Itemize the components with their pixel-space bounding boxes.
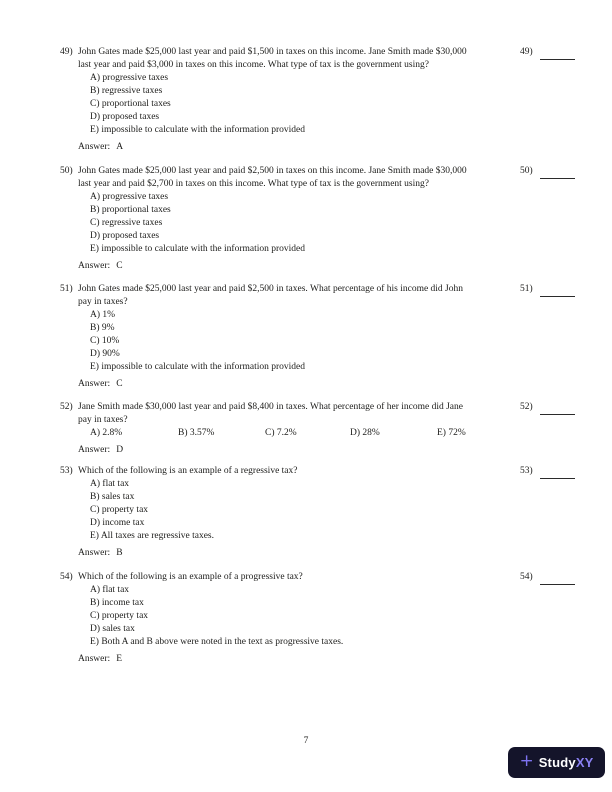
answer-options — [90, 72, 536, 137]
margin-question-number: 49) — [520, 47, 533, 57]
question-text — [78, 401, 536, 427]
answer-option: C) 7.2% — [265, 428, 297, 438]
question-text — [78, 165, 536, 191]
answer-option: B) proportional taxes — [90, 205, 171, 215]
answer-option: B) sales tax — [90, 492, 135, 502]
answer-option: D) 90% — [90, 349, 120, 359]
answer-options — [90, 309, 536, 374]
question-text-line: John Gates made $25,000 last year and paid $1,500 in taxes on this income. Jane Smith made $30,000 — [78, 47, 467, 57]
answer-label: Answer: — [78, 379, 111, 389]
question-block — [60, 401, 536, 457]
question-block — [60, 283, 536, 391]
answer-options — [60, 427, 536, 440]
question-text-line: Which of the following is an example of a regressive tax? — [78, 466, 298, 476]
answer-option: A) flat tax — [90, 479, 130, 489]
logo-text-accent: XY — [575, 755, 594, 770]
page-number: 7 — [303, 736, 309, 746]
answer-option: C) 10% — [90, 336, 120, 346]
answer-value: D — [116, 445, 124, 455]
question-number: 53) — [60, 466, 73, 476]
question-number: 50) — [60, 166, 73, 176]
margin-answer-area — [520, 283, 575, 297]
answer-label: Answer: — [78, 261, 111, 271]
answer-option: A) progressive taxes — [90, 73, 169, 83]
answer-line — [78, 378, 536, 391]
question-stem — [60, 283, 536, 309]
studyxy-logo — [508, 747, 605, 778]
margin-question-number: 53) — [520, 466, 533, 476]
answer-options — [90, 584, 536, 649]
answer-label: Answer: — [78, 654, 111, 664]
question-text — [78, 571, 536, 584]
question-text-line: last year and paid $2,700 in taxes on this income. What type of tax is the government using? — [78, 179, 429, 189]
answer-option: E) 72% — [437, 428, 466, 438]
answer-option: D) proposed taxes — [90, 231, 160, 241]
answer-option: D) income tax — [90, 518, 145, 528]
answer-option: C) proportional taxes — [90, 99, 171, 109]
answer-value: E — [116, 654, 123, 664]
question-block — [60, 165, 536, 273]
answer-option: C) regressive taxes — [90, 218, 163, 228]
answer-option: D) 28% — [350, 428, 380, 438]
answer-option: A) flat tax — [90, 585, 130, 595]
question-text — [78, 465, 536, 478]
answer-line — [78, 260, 536, 273]
answer-blank-line — [540, 165, 575, 179]
question-text-line: John Gates made $25,000 last year and paid $2,500 in taxes on this income. Jane Smith made $30,000 — [78, 166, 467, 176]
question-number: 54) — [60, 572, 73, 582]
answer-option: C) property tax — [90, 505, 149, 515]
margin-question-number: 51) — [520, 284, 533, 294]
question-block — [60, 465, 536, 560]
answer-option: E) All taxes are regressive taxes. — [90, 531, 214, 541]
answer-option: B) regressive taxes — [90, 86, 163, 96]
question-text — [78, 283, 536, 309]
question-stem — [60, 165, 536, 191]
margin-answer-area — [520, 571, 575, 585]
question-text-line: last year and paid $3,000 in taxes on this income. What type of tax is the government using? — [78, 60, 429, 70]
answer-option: E) impossible to calculate with the information provided — [90, 125, 306, 135]
answer-option: B) 3.57% — [178, 428, 215, 438]
answer-blank-line — [540, 401, 575, 415]
answer-blank-line — [540, 46, 575, 60]
answer-label: Answer: — [78, 142, 111, 152]
answer-option: A) progressive taxes — [90, 192, 169, 202]
question-number: 51) — [60, 284, 73, 294]
answer-option: C) property tax — [90, 611, 149, 621]
question-number: 52) — [60, 402, 73, 412]
question-text-line: Which of the following is an example of a progressive tax? — [78, 572, 303, 582]
answer-options — [90, 478, 536, 543]
answer-option: B) 9% — [90, 323, 115, 333]
answer-line — [78, 141, 536, 154]
answer-option: B) income tax — [90, 598, 144, 608]
answer-options — [90, 191, 536, 256]
answer-label: Answer: — [78, 548, 111, 558]
question-text-line: pay in taxes? — [78, 297, 128, 307]
answer-blank-line — [540, 571, 575, 585]
answer-value: A — [116, 142, 124, 152]
answer-line — [78, 653, 536, 666]
question-text — [78, 46, 536, 72]
answer-line — [78, 547, 536, 560]
answer-value: C — [116, 379, 123, 389]
answer-value: B — [116, 548, 123, 558]
plus-icon: + — [519, 751, 534, 771]
margin-answer-area — [520, 165, 575, 179]
question-block — [60, 46, 536, 154]
answer-option: E) impossible to calculate with the information provided — [90, 244, 306, 254]
margin-answer-area — [520, 401, 575, 415]
margin-answer-area — [520, 46, 575, 60]
question-stem — [60, 465, 536, 478]
logo-text-primary: Study — [538, 755, 576, 770]
question-text-line: pay in taxes? — [78, 415, 128, 425]
answer-option: D) proposed taxes — [90, 112, 160, 122]
answer-blank-line — [540, 283, 575, 297]
question-block — [60, 571, 536, 666]
margin-question-number: 54) — [520, 572, 533, 582]
answer-line — [78, 444, 536, 457]
margin-question-number: 50) — [520, 166, 533, 176]
answer-option: E) Both A and B above were noted in the text as progressive taxes. — [90, 637, 344, 647]
question-stem — [60, 401, 536, 427]
answer-blank-line — [540, 465, 575, 479]
question-stem — [60, 46, 536, 72]
answer-label: Answer: — [78, 445, 111, 455]
margin-question-number: 52) — [520, 402, 533, 412]
question-text-line: Jane Smith made $30,000 last year and paid $8,400 in taxes. What percentage of her income did Jane — [78, 402, 463, 412]
margin-answer-area — [520, 465, 575, 479]
answer-option: D) sales tax — [90, 624, 135, 634]
answer-option: E) impossible to calculate with the information provided — [90, 362, 306, 372]
answer-option: A) 2.8% — [90, 428, 123, 438]
question-stem — [60, 571, 536, 584]
question-text-line: John Gates made $25,000 last year and paid $2,500 in taxes. What percentage of his income did John — [78, 284, 464, 294]
answer-option: A) 1% — [90, 310, 116, 320]
answer-value: C — [116, 261, 123, 271]
question-number: 49) — [60, 47, 73, 57]
logo-text — [539, 756, 594, 769]
